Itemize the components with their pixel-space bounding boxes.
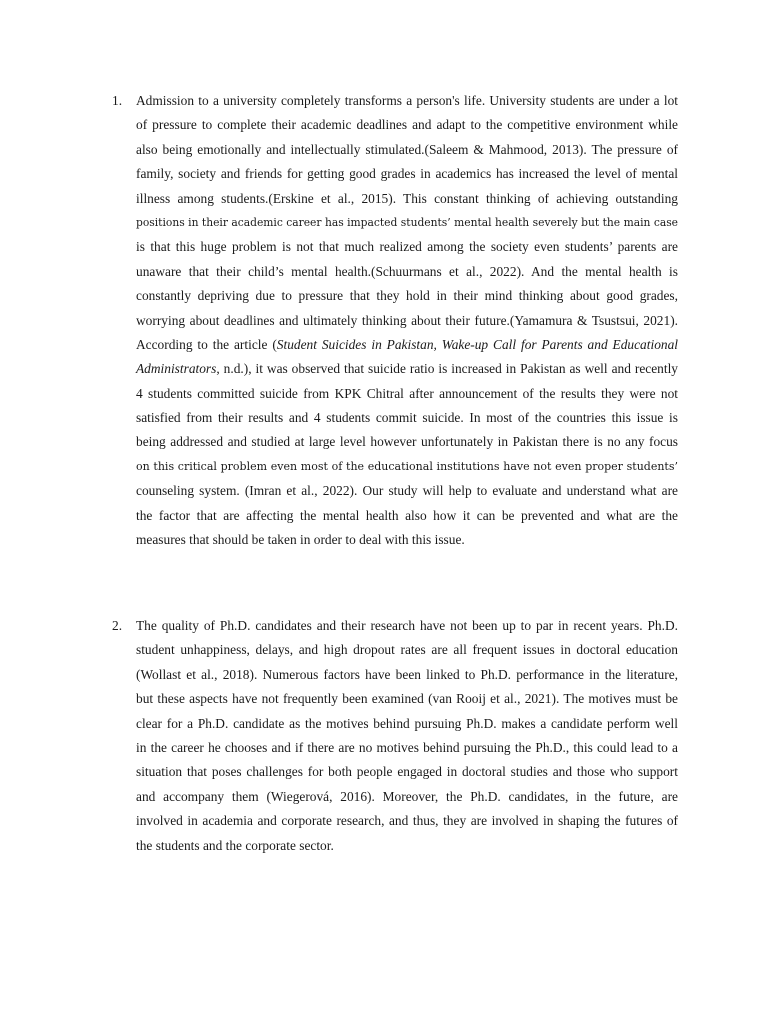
text-line: of pressure to complete their academic deadlines and adapt to the competitive environment while [136,117,678,133]
text-line: the students and the corporate sector. [136,837,334,853]
text-line: positions in their academic career has impacted students’ mental health severely but the main case [136,215,678,229]
text-line: also being emotionally and intellectually stimulated.(Saleem & Mahmood, 2013). The pressure of [136,141,678,157]
text-line: The quality of Ph.D. candidates and their research have not been up to par in recent years. Ph.D. [136,618,678,633]
text-line: worrying about deadlines and ultimately thinking about their future.(Yamamura & Tsustsui, 2021). [136,312,678,328]
text-line: is that this huge problem is not that much realized among the society even students’ parents are [136,239,678,255]
text-fragment: , n.d.), it was observed that suicide ratio is increased in Pakistan as well and recently [216,361,678,377]
text-line: counseling system. (Imran et al., 2022). Our study will help to evaluate and understand what are [136,483,678,499]
text-line: 4 students committed suicide from KPK Chitral after announcement of the results they were not [136,385,678,401]
text-line: Admission to a university completely transforms a person's life. University students are under a lot [136,93,678,108]
text-fragment: According to the article ( [136,336,277,352]
list-number: 2. [112,618,123,633]
list-number: 1. [112,93,123,108]
text-line-with-italic [136,333,678,357]
text-line: but these aspects have not frequently been examined (van Rooij et al., 2021). The motives must be [136,691,678,707]
text-line: (Wollast et al., 2018). Numerous factors have been linked to Ph.D. performance in the literature, [136,666,678,682]
text-line: satisfied from their results and 4 students commit suicide. In most of the countries this issue is [136,410,678,426]
text-line: the factor that are affecting the mental health also how it can be prevented and what are the [136,507,678,523]
text-line: illness among students.(Erskine et al., 2015). This constant thinking of achieving outstanding [136,190,678,206]
text-line: in the career he chooses and if there are no motives behind pursuing the Ph.D., this could lead to a [136,739,678,755]
text-line: clear for a Ph.D. candidate as the motives behind pursuing Ph.D. makes a candidate perform well [136,715,678,731]
text-line-with-italic [136,357,678,381]
text-line: and accompany them (Wiegerová, 2016). Moreover, the Ph.D. candidates, in the future, are [136,788,678,804]
article-title-italic: Administrators [136,361,217,377]
list-item-2 [112,614,678,858]
article-title-italic: Student Suicides in Pakistan, Wake-up Call for Parents and Educational [276,336,678,352]
text-line: being addressed and studied at large level however unfortunately in Pakistan there is no any focus [136,434,678,450]
text-line: situation that poses challenges for both people engaged in doctoral studies and those who support [136,764,678,780]
text-line: on this critical problem even most of the educational institutions have not even proper students’ [136,459,678,473]
text-line: constantly depriving due to pressure that they hold in their mind thinking about good grades, [136,288,678,304]
list-item-1 [112,89,678,552]
text-line: involved in academia and corporate research, and thus, they are involved in shaping the futures of [136,813,678,829]
text-line: family, society and friends for getting good grades in academics has increased the level of mental [136,166,678,182]
text-line: student unhappiness, delays, and high dropout rates are all frequent issues in doctoral education [136,642,678,658]
text-line: unaware that their child’s mental health.(Schuurmans et al., 2022). And the mental health is [136,263,678,279]
text-line: measures that should be taken in order to deal with this issue. [136,532,465,548]
